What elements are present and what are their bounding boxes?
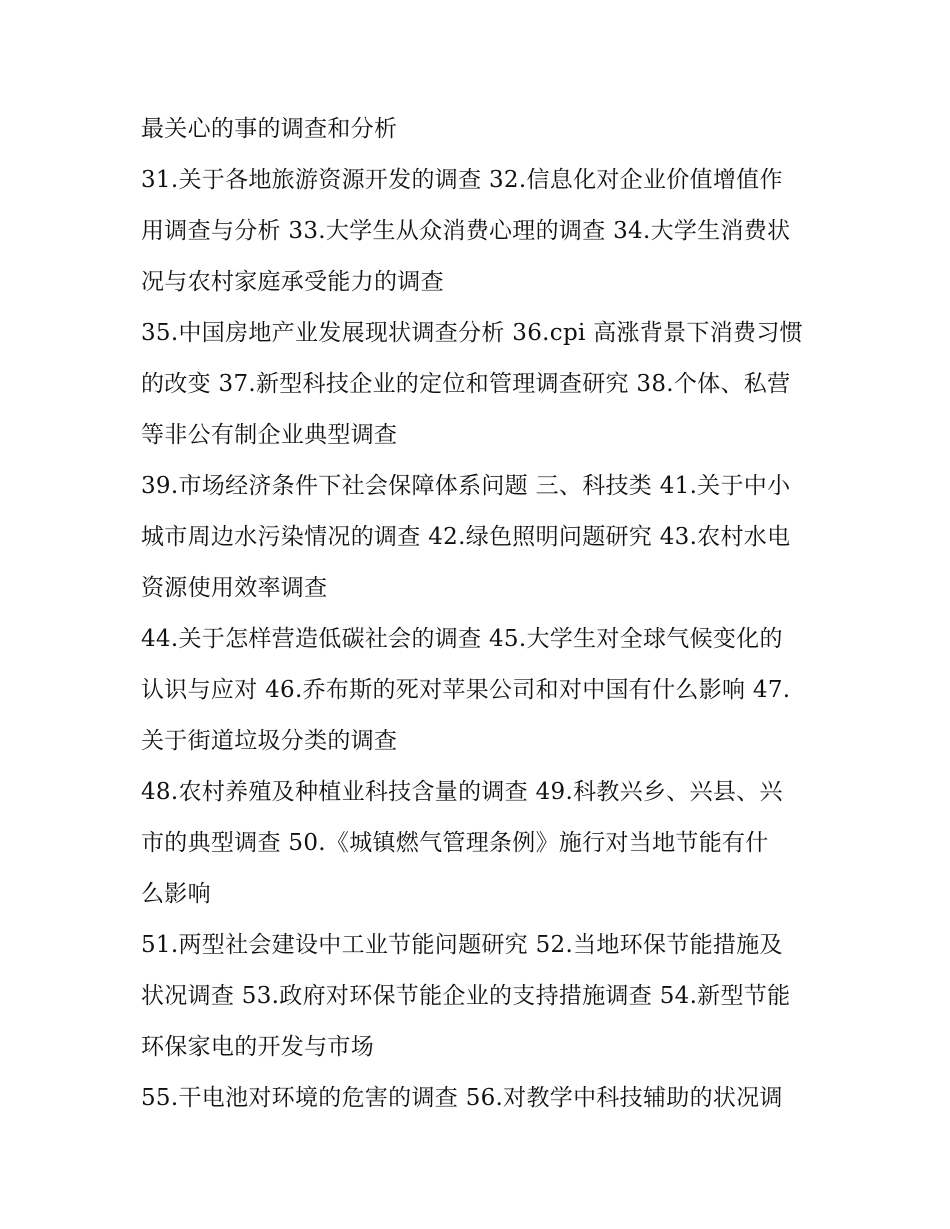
text-line: 51.两型社会建设中工业节能问题研究 52.当地环保节能措施及 [141, 932, 783, 958]
text-line: 城市周边水污染情况的调查 42.绿色照明问题研究 43.农村水电 [141, 524, 791, 550]
text-line: 资源使用效率调查 [141, 575, 328, 601]
text-line: 44.关于怎样营造低碳社会的调查 45.大学生对全球气候变化的 [141, 626, 783, 652]
text-line: 市的典型调查 50.《城镇燃气管理条例》施行对当地节能有什 [141, 830, 769, 856]
text-line: 39.市场经济条件下社会保障体系问题 三、科技类 41.关于中小 [141, 473, 791, 499]
text-line: 认识与应对 46.乔布斯的死对苹果公司和对中国有什么影响 47. [141, 677, 791, 703]
text-line: 35.中国房地产业发展现状调查分析 36.cpi 高涨背景下消费习惯 [141, 320, 803, 346]
text-line: 的改变 37.新型科技企业的定位和管理调查研究 38.个体、私营 [141, 371, 791, 397]
text-line: 等非公有制企业典型调查 [141, 422, 398, 448]
text-line: 关于街道垃圾分类的调查 [141, 728, 398, 754]
text-line: 55.干电池对环境的危害的调查 56.对教学中科技辅助的状况调 [141, 1085, 783, 1111]
document-body [141, 104, 811, 1124]
text-line: 环保家电的开发与市场 [141, 1034, 374, 1060]
text-line: 48.农村养殖及种植业科技含量的调查 49.科教兴乡、兴县、兴 [141, 779, 783, 805]
text-line: 31.关于各地旅游资源开发的调查 32.信息化对企业价值增值作 [141, 167, 783, 193]
text-line: 么影响 [141, 881, 211, 907]
text-line: 况与农村家庭承受能力的调查 [141, 269, 444, 295]
text-line: 用调查与分析 33.大学生从众消费心理的调查 34.大学生消费状 [141, 218, 791, 244]
text-line: 最关心的事的调查和分析 [141, 116, 398, 142]
text-line: 状况调查 53.政府对环保节能企业的支持措施调查 54.新型节能 [141, 983, 791, 1009]
